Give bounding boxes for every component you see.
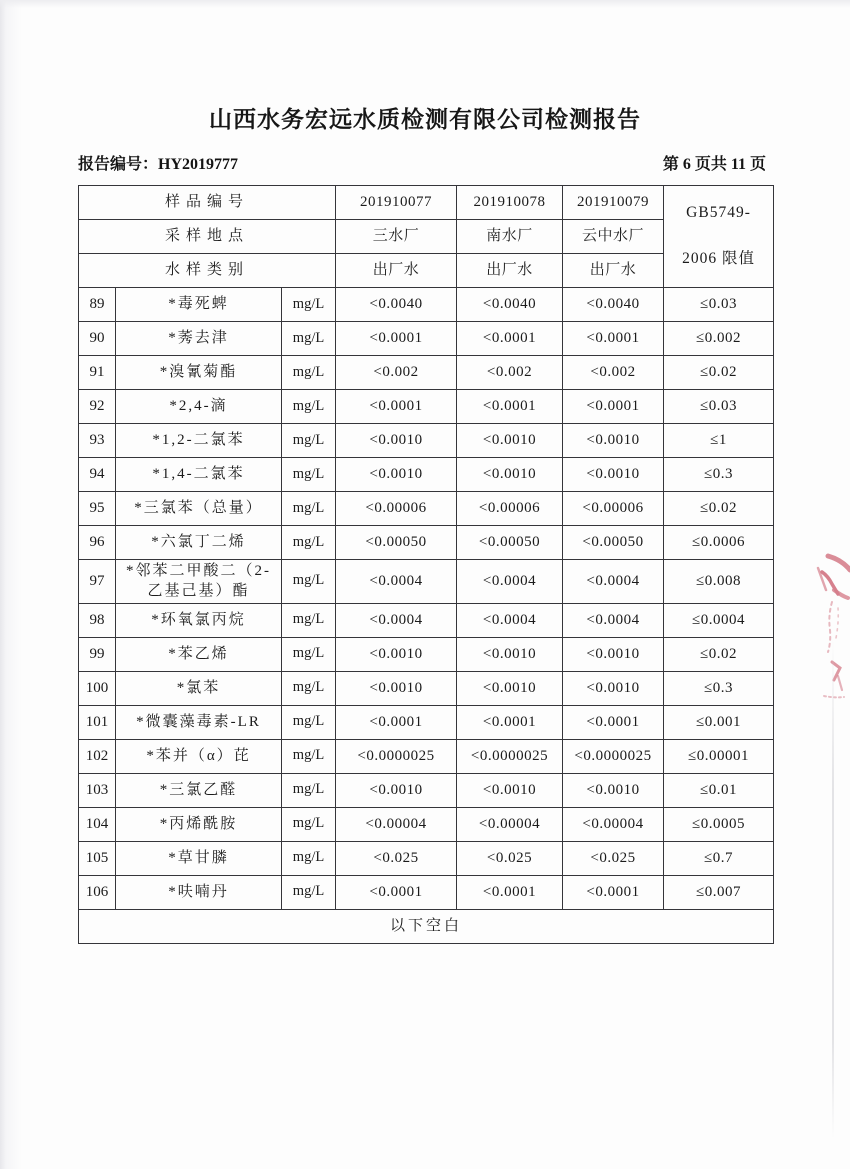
- value-cell-sample1: <0.0004: [336, 603, 457, 637]
- value-cell-sample1: <0.0004: [336, 560, 457, 604]
- row-number: 95: [79, 492, 116, 526]
- table-row: [79, 560, 774, 604]
- value-cell-sample3: <0.0001: [563, 875, 664, 909]
- limit-cell: ≤0.03: [664, 390, 774, 424]
- unit-cell: mg/L: [282, 773, 336, 807]
- value-cell-sample1: <0.0001: [336, 875, 457, 909]
- value-cell-sample3: <0.0001: [563, 322, 664, 356]
- limit-cell: ≤0.3: [664, 671, 774, 705]
- table-row: [79, 603, 774, 637]
- value-cell-sample2: <0.0010: [457, 424, 563, 458]
- param-name-cell: *微囊藻毒素-LR: [116, 705, 282, 739]
- table-row: [79, 390, 774, 424]
- unit-cell: mg/L: [282, 356, 336, 390]
- header-label-water-type: 水样类别: [79, 254, 336, 288]
- header-row-sample-id: [79, 186, 774, 220]
- value-cell-sample3: <0.0010: [563, 424, 664, 458]
- page-title: 山西水务宏远水质检测有限公司检测报告: [209, 106, 641, 132]
- value-cell-sample2: <0.00050: [457, 526, 563, 560]
- unit-cell: mg/L: [282, 603, 336, 637]
- site-1: 三水厂: [336, 220, 457, 254]
- unit-cell: mg/L: [282, 322, 336, 356]
- sample-id-1: 201910077: [336, 186, 457, 220]
- value-cell-sample3: <0.0004: [563, 560, 664, 604]
- param-name-cell: *呋喃丹: [116, 875, 282, 909]
- value-cell-sample3: <0.0040: [563, 288, 664, 322]
- limit-cell: ≤0.3: [664, 458, 774, 492]
- value-cell-sample3: <0.025: [563, 841, 664, 875]
- unit-cell: mg/L: [282, 671, 336, 705]
- value-cell-sample3: <0.002: [563, 356, 664, 390]
- value-cell-sample1: <0.0010: [336, 637, 457, 671]
- red-seal-fragment-icon: [798, 550, 850, 718]
- param-name-cell: *氯苯: [116, 671, 282, 705]
- value-cell-sample3: <0.0004: [563, 603, 664, 637]
- param-name-cell: *三氯苯（总量）: [116, 492, 282, 526]
- param-name-cell: *2,4-滴: [116, 390, 282, 424]
- param-name-cell: *1,4-二氯苯: [116, 458, 282, 492]
- value-cell-sample2: <0.0010: [457, 773, 563, 807]
- value-cell-sample2: <0.00004: [457, 807, 563, 841]
- table-row: [79, 739, 774, 773]
- unit-cell: mg/L: [282, 560, 336, 604]
- footer-note: 以下空白: [79, 909, 774, 943]
- row-number: 102: [79, 739, 116, 773]
- report-number: 报告编号：HY2019777: [78, 156, 239, 173]
- value-cell-sample1: <0.00050: [336, 526, 457, 560]
- footer-note-row: [79, 909, 774, 943]
- value-cell-sample2: <0.00006: [457, 492, 563, 526]
- site-3: 云中水厂: [563, 220, 664, 254]
- table-row: [79, 773, 774, 807]
- limit-cell: ≤0.0004: [664, 603, 774, 637]
- limit-cell: ≤0.002: [664, 322, 774, 356]
- limit-cell: ≤0.02: [664, 637, 774, 671]
- param-name-cell: *1,2-二氯苯: [116, 424, 282, 458]
- row-number: 94: [79, 458, 116, 492]
- param-name-cell: *莠去津: [116, 322, 282, 356]
- param-name-cell: *苯乙烯: [116, 637, 282, 671]
- param-name-cell: *邻苯二甲酸二（2-乙基己基）酯: [116, 560, 282, 604]
- value-cell-sample2: <0.0004: [457, 603, 563, 637]
- value-cell-sample2: <0.0001: [457, 322, 563, 356]
- value-cell-sample3: <0.0010: [563, 458, 664, 492]
- table-row: [79, 322, 774, 356]
- value-cell-sample2: <0.002: [457, 356, 563, 390]
- unit-cell: mg/L: [282, 841, 336, 875]
- row-number: 98: [79, 603, 116, 637]
- type-3: 出厂水: [563, 254, 664, 288]
- value-cell-sample3: <0.0001: [563, 705, 664, 739]
- value-cell-sample1: <0.025: [336, 841, 457, 875]
- type-2: 出厂水: [457, 254, 563, 288]
- table-row: [79, 671, 774, 705]
- limit-cell: ≤0.008: [664, 560, 774, 604]
- value-cell-sample1: <0.0000025: [336, 739, 457, 773]
- table-row: [79, 875, 774, 909]
- param-name-cell: *六氯丁二烯: [116, 526, 282, 560]
- param-name-cell: *溴氰菊酯: [116, 356, 282, 390]
- row-number: 101: [79, 705, 116, 739]
- unit-cell: mg/L: [282, 526, 336, 560]
- param-name-cell: *丙烯酰胺: [116, 807, 282, 841]
- value-cell-sample1: <0.0010: [336, 671, 457, 705]
- row-number: 96: [79, 526, 116, 560]
- row-number: 93: [79, 424, 116, 458]
- value-cell-sample2: <0.0000025: [457, 739, 563, 773]
- limit-cell: ≤0.001: [664, 705, 774, 739]
- unit-cell: mg/L: [282, 424, 336, 458]
- table-row: [79, 705, 774, 739]
- value-cell-sample2: <0.0010: [457, 671, 563, 705]
- type-1: 出厂水: [336, 254, 457, 288]
- row-number: 90: [79, 322, 116, 356]
- row-number: 92: [79, 390, 116, 424]
- param-name-cell: *三氯乙醛: [116, 773, 282, 807]
- unit-cell: mg/L: [282, 288, 336, 322]
- row-number: 97: [79, 560, 116, 604]
- value-cell-sample3: <0.0010: [563, 637, 664, 671]
- row-number: 91: [79, 356, 116, 390]
- unit-cell: mg/L: [282, 807, 336, 841]
- header-label-sampling-site: 采样地点: [79, 220, 336, 254]
- value-cell-sample1: <0.0010: [336, 773, 457, 807]
- value-cell-sample3: <0.0000025: [563, 739, 664, 773]
- limit-standard-header: [664, 186, 774, 288]
- unit-cell: mg/L: [282, 875, 336, 909]
- row-number: 89: [79, 288, 116, 322]
- value-cell-sample1: <0.00006: [336, 492, 457, 526]
- unit-cell: mg/L: [282, 705, 336, 739]
- value-cell-sample3: <0.0010: [563, 773, 664, 807]
- value-cell-sample1: <0.0001: [336, 390, 457, 424]
- limit-cell: ≤0.03: [664, 288, 774, 322]
- limit-cell: ≤0.02: [664, 492, 774, 526]
- row-number: 105: [79, 841, 116, 875]
- value-cell-sample1: <0.0010: [336, 424, 457, 458]
- limit-cell: ≤0.007: [664, 875, 774, 909]
- param-name-cell: *草甘膦: [116, 841, 282, 875]
- value-cell-sample2: <0.0010: [457, 637, 563, 671]
- row-number: 106: [79, 875, 116, 909]
- value-cell-sample1: <0.0010: [336, 458, 457, 492]
- value-cell-sample3: <0.00006: [563, 492, 664, 526]
- header-label-sample-id: 样品编号: [79, 186, 336, 220]
- limit-standard-line1: GB5749-: [686, 204, 751, 222]
- row-number: 104: [79, 807, 116, 841]
- limit-cell: ≤0.0005: [664, 807, 774, 841]
- value-cell-sample3: <0.00004: [563, 807, 664, 841]
- sample-id-2: 201910078: [457, 186, 563, 220]
- unit-cell: mg/L: [282, 637, 336, 671]
- value-cell-sample3: <0.00050: [563, 526, 664, 560]
- limit-cell: ≤1: [664, 424, 774, 458]
- value-cell-sample3: <0.0001: [563, 390, 664, 424]
- param-name-cell: *苯并（α）芘: [116, 739, 282, 773]
- value-cell-sample1: <0.0001: [336, 322, 457, 356]
- site-2: 南水厂: [457, 220, 563, 254]
- meta-row: [78, 151, 766, 174]
- limit-standard-line2: 2006 限值: [682, 250, 755, 268]
- value-cell-sample2: <0.0001: [457, 705, 563, 739]
- value-cell-sample1: <0.0040: [336, 288, 457, 322]
- row-number: 100: [79, 671, 116, 705]
- table-row: [79, 807, 774, 841]
- row-number: 99: [79, 637, 116, 671]
- page-indicator: 第 6 页共 11 页: [662, 156, 766, 173]
- unit-cell: mg/L: [282, 492, 336, 526]
- limit-cell: ≤0.0006: [664, 526, 774, 560]
- value-cell-sample3: <0.0010: [563, 671, 664, 705]
- unit-cell: mg/L: [282, 458, 336, 492]
- table-row: [79, 458, 774, 492]
- param-name-cell: *环氧氯丙烷: [116, 603, 282, 637]
- sample-id-3: 201910079: [563, 186, 664, 220]
- table-row: [79, 356, 774, 390]
- table-row: [79, 526, 774, 560]
- value-cell-sample2: <0.0001: [457, 390, 563, 424]
- table-row: [79, 424, 774, 458]
- limit-cell: ≤0.02: [664, 356, 774, 390]
- value-cell-sample2: <0.0010: [457, 458, 563, 492]
- value-cell-sample1: <0.002: [336, 356, 457, 390]
- table-row: [79, 841, 774, 875]
- limit-cell: ≤0.00001: [664, 739, 774, 773]
- value-cell-sample1: <0.00004: [336, 807, 457, 841]
- table-row: [79, 637, 774, 671]
- table-row: [79, 288, 774, 322]
- value-cell-sample2: <0.0040: [457, 288, 563, 322]
- value-cell-sample2: <0.0001: [457, 875, 563, 909]
- unit-cell: mg/L: [282, 390, 336, 424]
- value-cell-sample1: <0.0001: [336, 705, 457, 739]
- limit-cell: ≤0.01: [664, 773, 774, 807]
- row-number: 103: [79, 773, 116, 807]
- limit-cell: ≤0.7: [664, 841, 774, 875]
- table-row: [79, 492, 774, 526]
- param-name-cell: *毒死蜱: [116, 288, 282, 322]
- value-cell-sample2: <0.025: [457, 841, 563, 875]
- unit-cell: mg/L: [282, 739, 336, 773]
- value-cell-sample2: <0.0004: [457, 560, 563, 604]
- results-table: [78, 185, 774, 944]
